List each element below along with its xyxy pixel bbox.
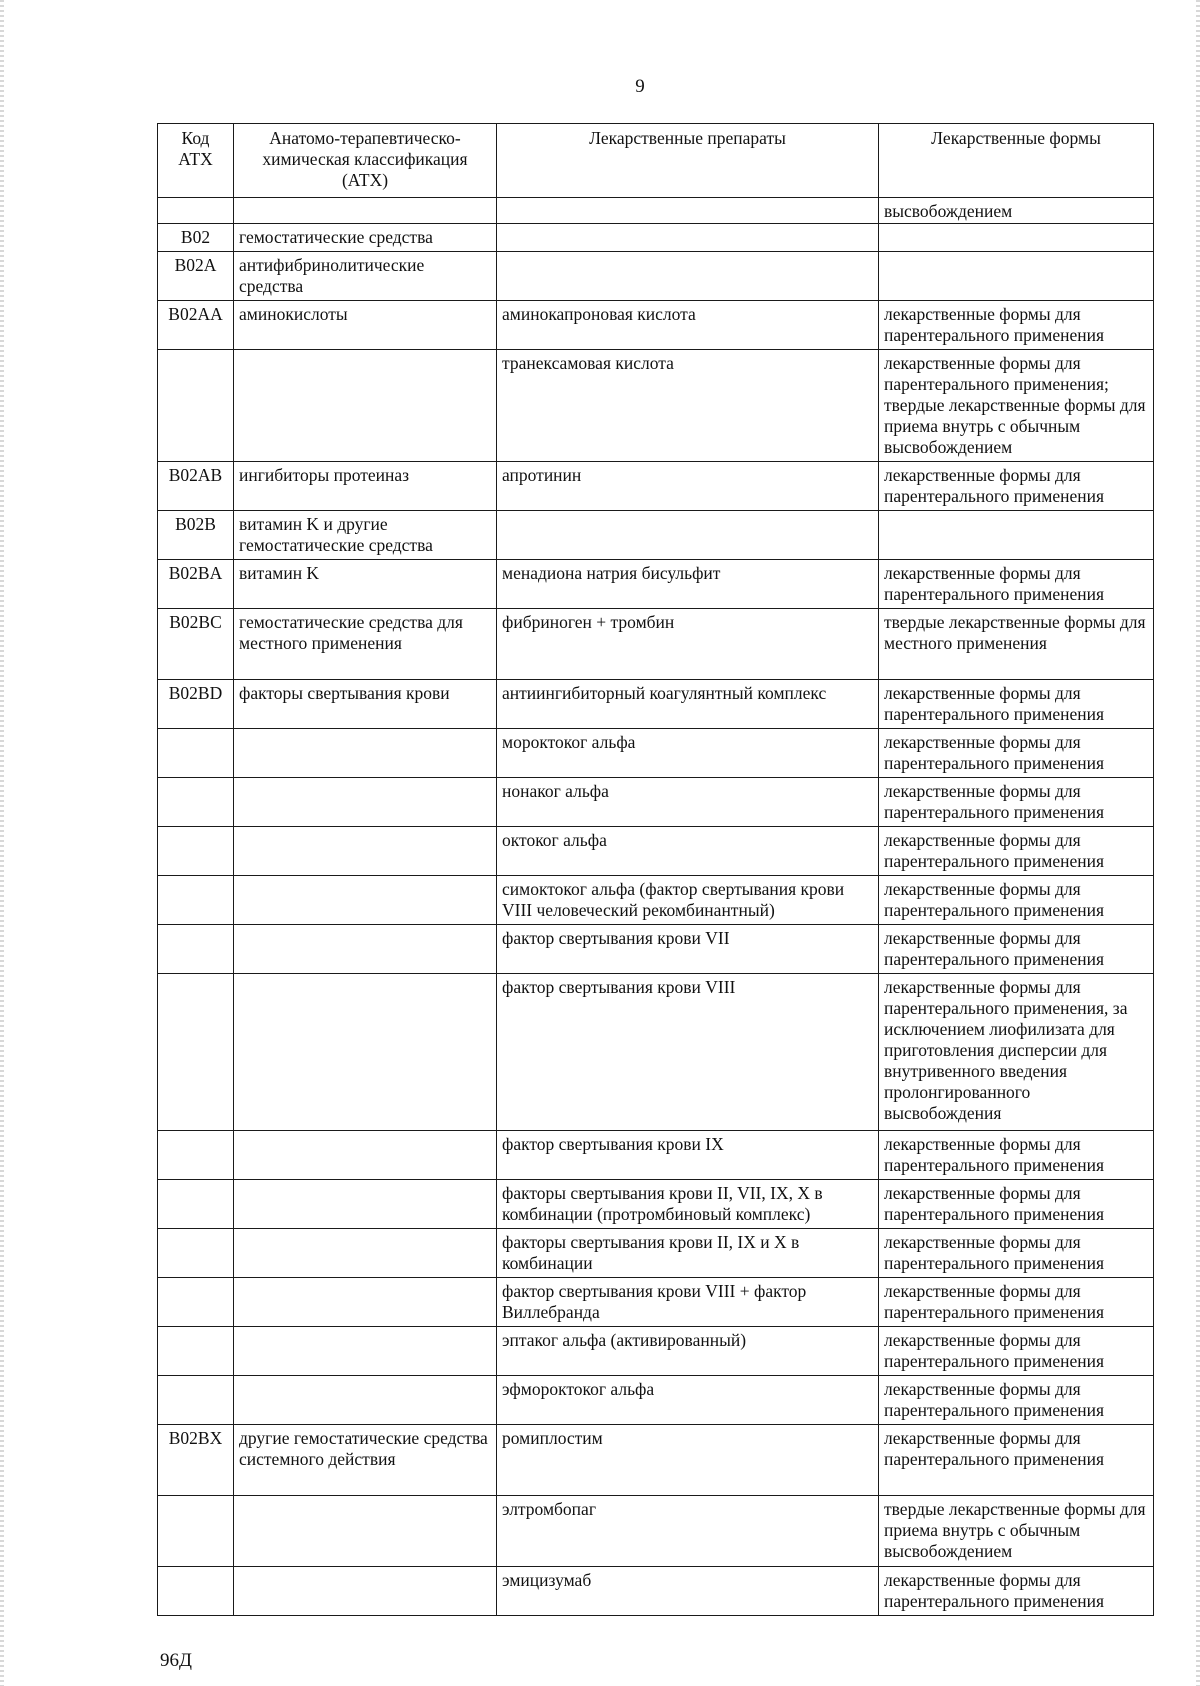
row-drug: эфмороктоког альфа <box>497 1376 879 1425</box>
table-row <box>158 462 1154 511</box>
row-classification <box>234 350 497 462</box>
table-row <box>158 1327 1154 1376</box>
table-row <box>158 1278 1154 1327</box>
row-code <box>158 1131 234 1180</box>
header-forms: Лекарственные формы <box>879 124 1154 198</box>
row-code: B02BA <box>158 560 234 609</box>
row-drug: транексамовая кислота <box>497 350 879 462</box>
row-drug <box>497 198 879 224</box>
row-code: B02B <box>158 511 234 560</box>
table-row <box>158 350 1154 462</box>
table-row <box>158 1425 1154 1496</box>
table-row <box>158 778 1154 827</box>
row-drug: нонаког альфа <box>497 778 879 827</box>
row-drug: мороктоког альфа <box>497 729 879 778</box>
row-classification <box>234 778 497 827</box>
row-code <box>158 827 234 876</box>
row-form: лекарственные формы для парентерального применения <box>879 560 1154 609</box>
row-drug: ромиплостим <box>497 1425 879 1496</box>
table-row <box>158 198 1154 224</box>
row-form: лекарственные формы для парентерального применения <box>879 1180 1154 1229</box>
row-drug: менадиона натрия бисульфит <box>497 560 879 609</box>
row-form: лекарственные формы для парентерального применения <box>879 1425 1154 1496</box>
row-classification <box>234 198 497 224</box>
row-classification <box>234 1496 497 1567</box>
row-drug: апротинин <box>497 462 879 511</box>
footer-code: 96Д <box>160 1650 192 1671</box>
row-code: B02A <box>158 252 234 301</box>
scan-edge-right <box>1196 0 1200 1686</box>
header-drugs: Лекарственные препараты <box>497 124 879 198</box>
row-classification <box>234 1278 497 1327</box>
row-classification <box>234 1229 497 1278</box>
table-row <box>158 680 1154 729</box>
header-classification: Анатомо-терапевтическо-химическая классификация (АТХ) <box>234 124 497 198</box>
row-form: лекарственные формы для парентерального применения <box>879 729 1154 778</box>
row-form: лекарственные формы для парентерального применения <box>879 1131 1154 1180</box>
row-drug: факторы свертывания крови II, IX и X в комбинации <box>497 1229 879 1278</box>
row-classification: гемостатические средства для местного применения <box>234 609 497 680</box>
row-drug: эмицизумаб <box>497 1567 879 1616</box>
row-classification <box>234 925 497 974</box>
table-row <box>158 301 1154 350</box>
row-classification <box>234 729 497 778</box>
row-form: лекарственные формы для парентерального применения <box>879 301 1154 350</box>
row-code: B02BC <box>158 609 234 680</box>
row-form <box>879 252 1154 301</box>
row-classification: антифибринолитические средства <box>234 252 497 301</box>
row-code <box>158 350 234 462</box>
row-code <box>158 1496 234 1567</box>
row-code <box>158 1229 234 1278</box>
row-form: лекарственные формы для парентерального применения <box>879 1327 1154 1376</box>
row-classification: факторы свертывания крови <box>234 680 497 729</box>
table-row <box>158 1180 1154 1229</box>
row-code <box>158 1327 234 1376</box>
table-row <box>158 560 1154 609</box>
row-form: лекарственные формы для парентерального применения <box>879 1376 1154 1425</box>
row-drug <box>497 511 879 560</box>
row-code: B02AA <box>158 301 234 350</box>
row-code <box>158 1180 234 1229</box>
row-form: лекарственные формы для парентерального применения <box>879 778 1154 827</box>
table-row <box>158 974 1154 1131</box>
table-row <box>158 1131 1154 1180</box>
row-drug: аминокапроновая кислота <box>497 301 879 350</box>
row-code: B02BD <box>158 680 234 729</box>
row-classification <box>234 827 497 876</box>
row-code <box>158 1278 234 1327</box>
row-classification: витамин K <box>234 560 497 609</box>
row-form: лекарственные формы для парентерального применения <box>879 1229 1154 1278</box>
row-code <box>158 925 234 974</box>
row-classification <box>234 1327 497 1376</box>
row-drug: фактор свертывания крови VIII <box>497 974 879 1131</box>
row-drug: симоктоког альфа (фактор свертывания крови VIII человеческий рекомбинантный) <box>497 876 879 925</box>
table-row <box>158 1229 1154 1278</box>
row-form: лекарственные формы для парентерального применения <box>879 827 1154 876</box>
table-row <box>158 252 1154 301</box>
row-drug: эптаког альфа (активированный) <box>497 1327 879 1376</box>
atx-table <box>157 123 1154 1616</box>
row-form: лекарственные формы для парентерального применения, за исключением лиофилизата для приготовления дисперсии для внутривенного введения пролонгированного высвобождения <box>879 974 1154 1131</box>
table-row <box>158 876 1154 925</box>
row-form: лекарственные формы для парентерального применения <box>879 876 1154 925</box>
row-code <box>158 198 234 224</box>
row-drug: фактор свертывания крови VII <box>497 925 879 974</box>
row-drug: антиингибиторный коагулянтный комплекс <box>497 680 879 729</box>
row-classification: ингибиторы протеиназ <box>234 462 497 511</box>
row-classification <box>234 1376 497 1425</box>
row-classification <box>234 1131 497 1180</box>
row-form: лекарственные формы для парентерального применения <box>879 925 1154 974</box>
row-drug: элтромбопаг <box>497 1496 879 1567</box>
row-drug: октоког альфа <box>497 827 879 876</box>
row-form: лекарственные формы для парентерального применения <box>879 1567 1154 1616</box>
row-code: B02AB <box>158 462 234 511</box>
table-row <box>158 224 1154 252</box>
table-row <box>158 729 1154 778</box>
row-code <box>158 876 234 925</box>
row-form: высвобождением <box>879 198 1154 224</box>
scan-edge-left <box>0 0 4 1686</box>
table-row <box>158 827 1154 876</box>
row-drug <box>497 224 879 252</box>
row-drug: фактор свертывания крови IX <box>497 1131 879 1180</box>
table-row <box>158 1376 1154 1425</box>
table-header-row <box>158 124 1154 198</box>
table-row <box>158 1567 1154 1616</box>
row-classification <box>234 1180 497 1229</box>
row-form: лекарственные формы для парентерального применения; твердые лекарственные формы для приема внутрь с обычным высвобождением <box>879 350 1154 462</box>
table-row <box>158 925 1154 974</box>
row-classification: аминокислоты <box>234 301 497 350</box>
row-code <box>158 778 234 827</box>
row-form: твердые лекарственные формы для местного применения <box>879 609 1154 680</box>
row-drug: факторы свертывания крови II, VII, IX, X в комбинации (протромбиновый комплекс) <box>497 1180 879 1229</box>
row-code: B02 <box>158 224 234 252</box>
table-row <box>158 609 1154 680</box>
row-code <box>158 1567 234 1616</box>
row-code <box>158 729 234 778</box>
row-form: лекарственные формы для парентерального применения <box>879 680 1154 729</box>
table-row <box>158 1496 1154 1567</box>
row-drug <box>497 252 879 301</box>
row-form <box>879 511 1154 560</box>
row-classification: витамин K и другие гемостатические средства <box>234 511 497 560</box>
table-row <box>158 511 1154 560</box>
row-form: лекарственные формы для парентерального применения <box>879 462 1154 511</box>
row-form: лекарственные формы для парентерального применения <box>879 1278 1154 1327</box>
row-classification: гемостатические средства <box>234 224 497 252</box>
row-classification <box>234 1567 497 1616</box>
row-classification <box>234 974 497 1131</box>
row-form: твердые лекарственные формы для приема внутрь с обычным высвобождением <box>879 1496 1154 1567</box>
row-code <box>158 974 234 1131</box>
header-code: Код АТХ <box>158 124 234 198</box>
row-drug: фактор свертывания крови VIII + фактор Виллебранда <box>497 1278 879 1327</box>
row-classification: другие гемостатические средства системного действия <box>234 1425 497 1496</box>
row-code: B02BX <box>158 1425 234 1496</box>
row-code <box>158 1376 234 1425</box>
row-classification <box>234 876 497 925</box>
page-number: 9 <box>635 76 645 97</box>
row-drug: фибриноген + тромбин <box>497 609 879 680</box>
row-form <box>879 224 1154 252</box>
